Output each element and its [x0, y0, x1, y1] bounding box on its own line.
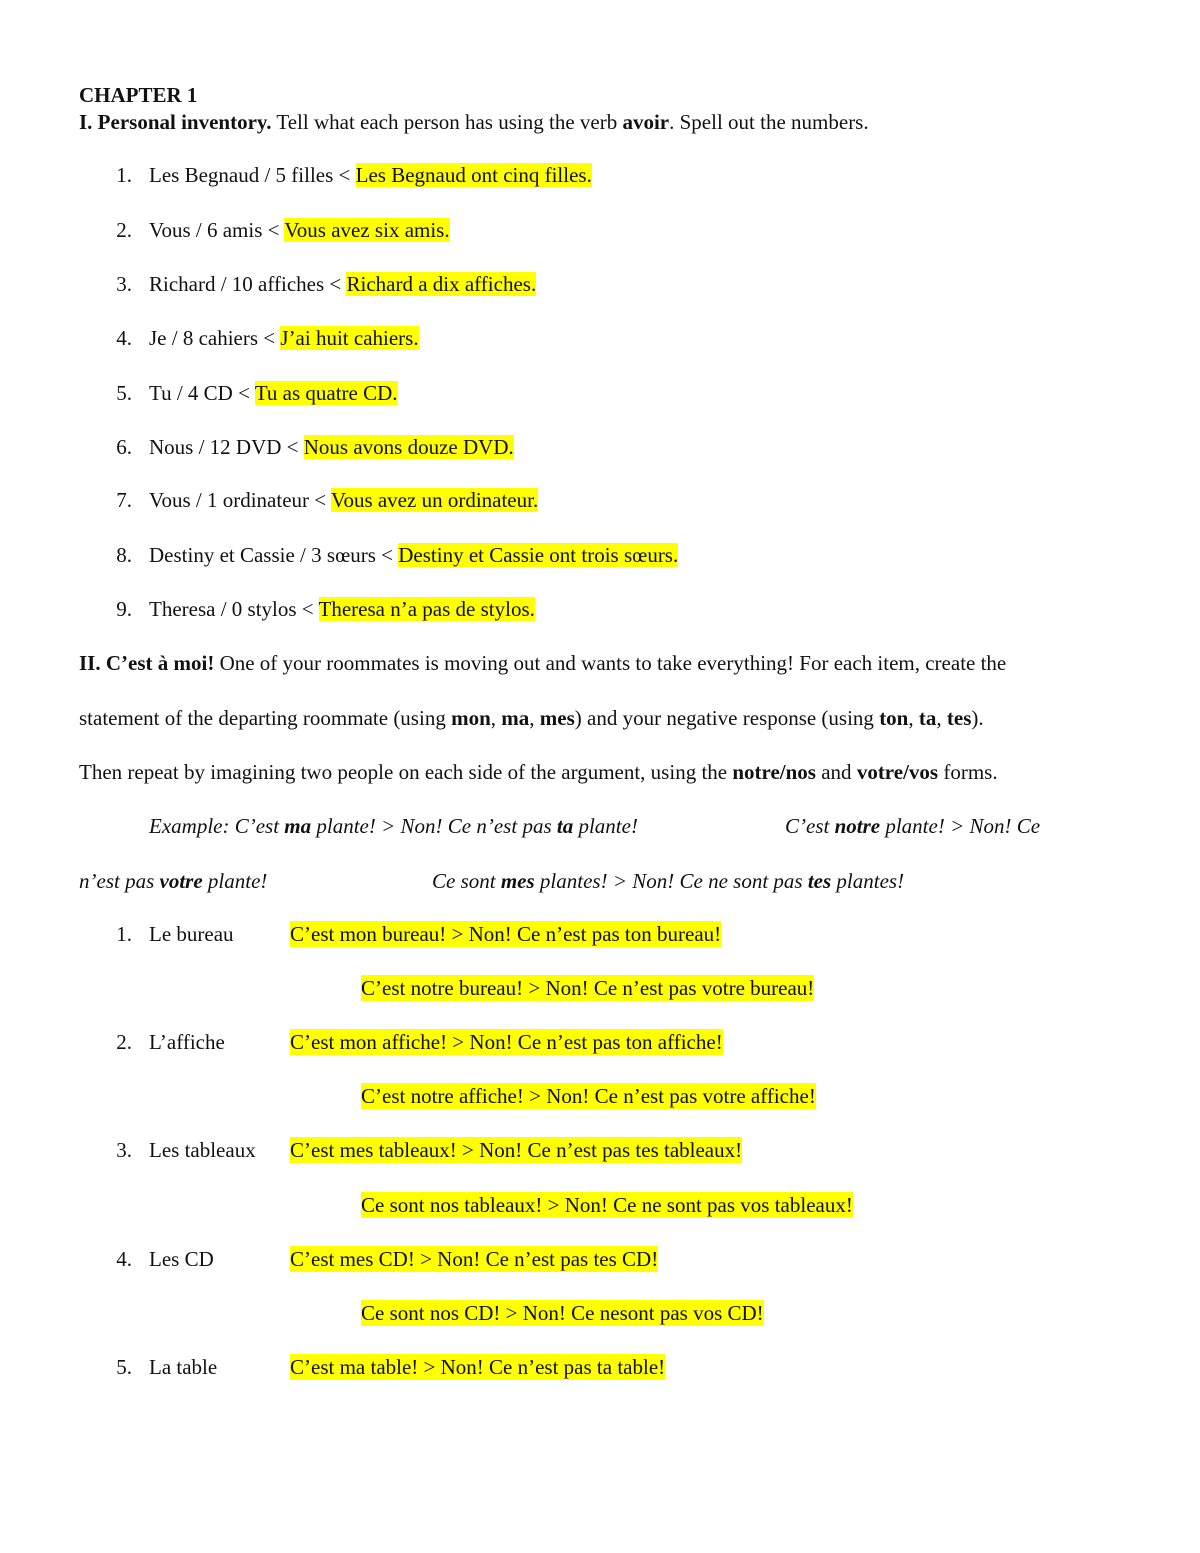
item-label: Les tableaux [149, 1138, 256, 1162]
answer-highlight: Vous avez six amis. [284, 218, 450, 242]
answer-highlight: C’est notre bureau! > Non! Ce n’est pas votre bureau! [361, 976, 815, 1000]
answer-highlight: C’est notre affiche! > Non! Ce n’est pas votre affiche! [361, 1084, 816, 1108]
answer-highlight: Les Begnaud ont cinq filles. [355, 163, 592, 187]
answer-highlight: J’ai huit cahiers. [280, 326, 419, 350]
answer-highlight: C’est mes tableaux! > Non! Ce n’est pas tes tableaux! [290, 1138, 743, 1162]
answer-highlight: Tu as quatre CD. [254, 381, 398, 405]
section1-instructions: I. Personal inventory. Tell what each person has using the verb avoir. Spell out the numbers. [79, 110, 869, 134]
item-label: Le bureau [149, 922, 234, 946]
page-title: CHAPTER 1 [79, 83, 198, 107]
answer-highlight: Vous avez un ordinateur. [330, 488, 539, 512]
answer-highlight: Ce sont nos CD! > Non! Ce nesont pas vos CD! [361, 1301, 764, 1325]
answer-highlight: Destiny et Cassie ont trois sœurs. [398, 543, 679, 567]
answer-highlight: Nous avons douze DVD. [303, 435, 514, 459]
section2-heading: II. C’est à moi! [79, 651, 215, 675]
item-label: Les CD [149, 1247, 214, 1271]
answer-highlight: Theresa n’a pas de stylos. [318, 597, 535, 621]
answer-highlight: C’est mes CD! > Non! Ce n’est pas tes CD! [290, 1247, 659, 1271]
answer-highlight: Richard a dix affiches. [346, 272, 537, 296]
answer-highlight: C’est mon affiche! > Non! Ce n’est pas ton affiche! [290, 1030, 723, 1054]
answer-highlight: Ce sont nos tableaux! > Non! Ce ne sont pas vos tableaux! [361, 1193, 853, 1217]
section1-heading: I. Personal inventory. [79, 110, 272, 134]
item-label: L’affiche [149, 1030, 225, 1054]
item-label: La table [149, 1355, 218, 1379]
answer-highlight: C’est mon bureau! > Non! Ce n’est pas ton bureau! [290, 922, 722, 946]
answer-highlight: C’est ma table! > Non! Ce n’est pas ta table! [290, 1355, 666, 1379]
